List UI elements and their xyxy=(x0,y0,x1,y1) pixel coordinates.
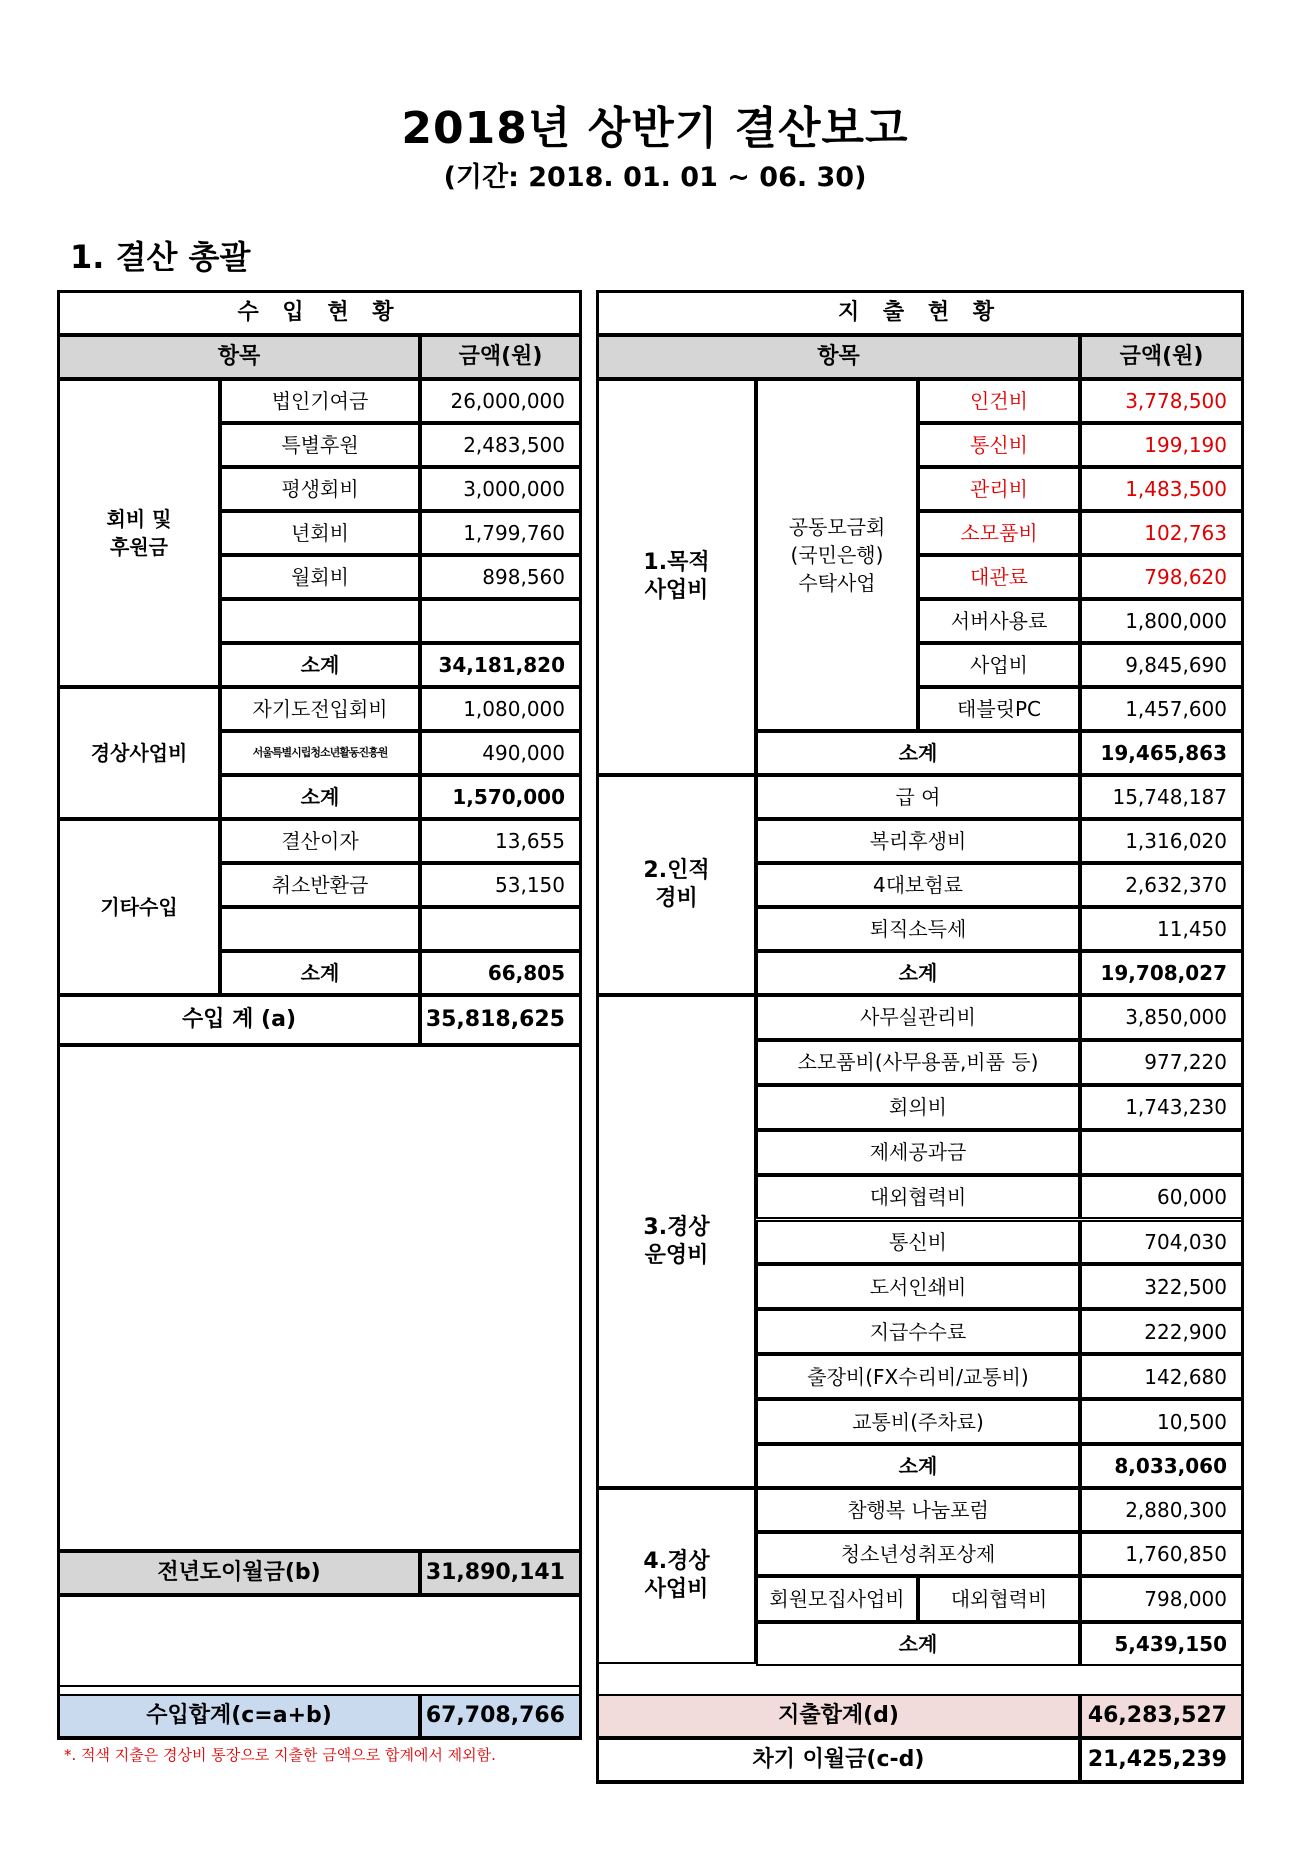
footnote: *. 적색 지출은 경상비 통장으로 지출한 금액으로 합계에서 제외함. xyxy=(64,1746,496,1764)
expense-item xyxy=(756,1399,1080,1444)
expense-item-text: 복리후생비 xyxy=(869,829,967,853)
income-item xyxy=(220,599,420,643)
expense-item-text: 급 여 xyxy=(895,785,941,809)
expense-item-text: 4대보험료 xyxy=(872,873,963,897)
expense-item xyxy=(756,1264,1080,1309)
income-amount xyxy=(420,863,581,907)
expense-amount xyxy=(1080,423,1243,467)
expense-subtotal-text: 19,465,863 xyxy=(1100,741,1227,765)
expense-item-text: 대외협력비 xyxy=(869,1185,967,1210)
expense-item xyxy=(756,1488,1080,1532)
expense-amount-text: 977,220 xyxy=(1144,1050,1227,1075)
income-item-text: 결산이자 xyxy=(281,829,359,853)
income-item xyxy=(220,555,420,599)
expense-item-text: 대관료 xyxy=(970,565,1028,589)
expense-amount-text: 1,316,020 xyxy=(1125,829,1227,853)
balance xyxy=(1080,1738,1243,1782)
expense-amount-text: 102,763 xyxy=(1144,521,1227,545)
expense-subtotal-label-text: 소계 xyxy=(898,1632,938,1656)
expense-amount xyxy=(1080,1532,1243,1576)
income-group-label xyxy=(58,687,220,819)
income-amount-text: 490,000 xyxy=(482,741,565,765)
expense-amount xyxy=(1080,1354,1243,1399)
income-total-a-text: 35,818,625 xyxy=(425,1007,565,1032)
page-title: 2018년 상반기 결산보고 xyxy=(401,103,909,154)
income-amount xyxy=(420,599,581,643)
expense-item xyxy=(756,775,1080,819)
expense-amount xyxy=(1080,1085,1243,1130)
income-item xyxy=(220,423,420,467)
expense-item xyxy=(756,907,1080,951)
income-grand xyxy=(420,1694,581,1738)
income-item-text: 취소반환금 xyxy=(271,873,369,897)
expense-total-label-text: 지출합계(d) xyxy=(778,1703,899,1728)
expense-item-text: 관리비 xyxy=(970,477,1028,501)
expense-subgroup-label xyxy=(756,379,918,731)
expense-item xyxy=(756,863,1080,907)
income-grand-text: 67,708,766 xyxy=(425,1703,565,1728)
income-subtotal-text: 1,570,000 xyxy=(452,785,565,809)
income-amount xyxy=(420,467,581,511)
expense-amount xyxy=(1080,379,1243,423)
income-col-amount-text: 금액(원) xyxy=(458,344,543,369)
income-item xyxy=(220,379,420,423)
income-carryover xyxy=(420,1551,581,1595)
expense-item-text: 통신비 xyxy=(889,1229,947,1254)
income-group-label xyxy=(58,379,220,687)
expense-item-text: 인건비 xyxy=(970,389,1028,413)
expense-amount xyxy=(1080,819,1243,863)
expense-amount xyxy=(1080,555,1243,599)
income-group-label-text: 기타수입 xyxy=(100,895,178,919)
income-item-text: 자기도전입회비 xyxy=(252,697,388,721)
income-item-text: 월회비 xyxy=(291,565,349,589)
income-amount-text: 1,799,760 xyxy=(463,521,565,545)
expense-item xyxy=(756,1085,1080,1130)
expense-amount-text: 1,457,600 xyxy=(1125,697,1227,721)
expense-group-label-text: 4.경상 사업비 xyxy=(643,1549,710,1602)
income-item xyxy=(220,467,420,511)
income-subtotal-label xyxy=(220,951,420,995)
income-item xyxy=(220,687,420,731)
expense-group-label-text: 1.목적 사업비 xyxy=(643,550,710,603)
expense-item-text: 제세공과금 xyxy=(869,1140,967,1165)
expense-subtotal-label xyxy=(756,1622,1080,1666)
balance-text: 21,425,239 xyxy=(1087,1747,1227,1772)
income-item xyxy=(220,511,420,555)
income-blank-area xyxy=(58,1045,581,1551)
income-amount-text: 26,000,000 xyxy=(450,389,565,413)
expense-subtotal xyxy=(1080,1444,1243,1488)
income-item xyxy=(220,863,420,907)
income-item-text: 평생회비 xyxy=(281,477,359,501)
expense-amount xyxy=(1080,1175,1243,1220)
expense-amount-text: 798,620 xyxy=(1144,565,1227,589)
expense-amount xyxy=(1080,1264,1243,1309)
expense-amount-text: 704,030 xyxy=(1144,1229,1227,1254)
expense-item xyxy=(918,555,1080,599)
expense-total-text: 46,283,527 xyxy=(1087,1703,1227,1728)
expense-amount-text: 142,680 xyxy=(1144,1364,1227,1389)
income-subtotal-text: 34,181,820 xyxy=(438,653,565,677)
expense-subtotal xyxy=(1080,731,1243,775)
income-amount xyxy=(420,379,581,423)
expense-item xyxy=(756,819,1080,863)
expense-item xyxy=(918,379,1080,423)
income-amount xyxy=(420,731,581,775)
expense-item-text: 회의비 xyxy=(889,1095,947,1120)
income-subtotal-text: 66,805 xyxy=(487,961,565,985)
expense-amount xyxy=(1080,1040,1243,1085)
expense-item-text: 태블릿PC xyxy=(957,697,1041,721)
income-amount-text: 3,000,000 xyxy=(463,477,565,501)
income-grand-label xyxy=(58,1694,420,1738)
income-col-amount xyxy=(420,335,581,379)
expense-subtotal-label xyxy=(756,951,1080,995)
income-item-text: 년회비 xyxy=(291,521,349,545)
income-amount-text: 898,560 xyxy=(482,565,565,589)
expense-item xyxy=(756,995,1080,1040)
expense-amount-text: 798,000 xyxy=(1144,1587,1227,1611)
income-total-a-label xyxy=(58,995,420,1045)
expense-item-text: 회원모집사업비 xyxy=(769,1587,905,1611)
expense-subtotal-label-text: 소계 xyxy=(898,741,938,765)
income-item-text: 법인기여금 xyxy=(271,389,369,413)
expense-amount xyxy=(1080,995,1243,1040)
expense-amount-text: 15,748,187 xyxy=(1112,785,1227,809)
expense-amount-text: 1,800,000 xyxy=(1125,609,1227,633)
income-carryover-label xyxy=(58,1551,420,1595)
income-subtotal xyxy=(420,951,581,995)
income-item xyxy=(220,731,420,775)
expense-item xyxy=(756,1354,1080,1399)
expense-item xyxy=(756,1532,1080,1576)
expense-item-text: 퇴직소득세 xyxy=(869,917,967,941)
income-subtotal-label-text: 소계 xyxy=(300,653,340,677)
expense-item xyxy=(756,1576,918,1622)
income-amount xyxy=(420,687,581,731)
expense-subtotal-label-text: 소계 xyxy=(898,1454,938,1478)
expense-amount-text: 322,500 xyxy=(1144,1274,1227,1299)
expense-item-text: 사업비 xyxy=(970,653,1028,677)
expense-item xyxy=(918,687,1080,731)
expense-col-amount-text: 금액(원) xyxy=(1119,344,1204,369)
expense-item-text: 소모품비 xyxy=(960,521,1038,545)
expense-amount-text: 11,450 xyxy=(1157,917,1227,941)
expense-item-text: 출장비(FX수리비/교통비) xyxy=(807,1364,1029,1389)
expense-subtotal-label xyxy=(756,1444,1080,1488)
income-amount xyxy=(420,819,581,863)
expense-amount-text: 199,190 xyxy=(1144,433,1227,457)
expense-amount-text: 10,500 xyxy=(1157,1409,1227,1434)
expense-amount-text: 1,760,850 xyxy=(1125,1542,1227,1566)
expense-subtotal-text: 19,708,027 xyxy=(1100,961,1227,985)
expense-amount-text: 9,845,690 xyxy=(1125,653,1227,677)
income-amount-text: 53,150 xyxy=(495,873,565,897)
income-item-text: 서울특별시립청소년활동진흥원 xyxy=(252,746,388,759)
expense-item xyxy=(756,1040,1080,1085)
income-subtotal xyxy=(420,775,581,819)
expense-amount-text: 2,632,370 xyxy=(1125,873,1227,897)
income-amount-text: 1,080,000 xyxy=(463,697,565,721)
expense-amount-text: 1,743,230 xyxy=(1125,1095,1227,1120)
income-group-label-text: 경상사업비 xyxy=(90,741,188,765)
expense-item-text: 교통비(주차료) xyxy=(852,1409,984,1434)
income-grand-label-text: 수입합계(c=a+b) xyxy=(146,1703,332,1728)
income-header-text: 수 입 현 황 xyxy=(237,300,402,325)
expense-header-text: 지 출 현 황 xyxy=(838,300,1002,325)
expense-group-label-text: 2.인적 경비 xyxy=(643,858,710,911)
income-subtotal-label-text: 소계 xyxy=(300,785,340,809)
expense-subtotal xyxy=(1080,1622,1243,1666)
income-amount-text: 13,655 xyxy=(495,829,565,853)
expense-amount-text: 2,880,300 xyxy=(1125,1498,1227,1522)
expense-header xyxy=(597,291,1243,335)
expense-amount xyxy=(1080,1576,1243,1622)
expense-subtotal xyxy=(1080,951,1243,995)
income-blank-area-2 xyxy=(58,1595,581,1687)
income-item xyxy=(220,907,420,951)
expense-amount xyxy=(1080,1130,1243,1175)
income-amount xyxy=(420,511,581,555)
income-amount xyxy=(420,423,581,467)
expense-item xyxy=(756,1220,1080,1265)
expense-col-item xyxy=(597,335,1080,379)
income-group-label xyxy=(58,819,220,995)
section-heading: 1. 결산 총괄 xyxy=(70,238,251,276)
expense-amount-text: 3,778,500 xyxy=(1125,389,1227,413)
income-carryover-text: 31,890,141 xyxy=(425,1560,565,1585)
expense-subtotal-label-text: 소계 xyxy=(898,961,938,985)
expense-item xyxy=(918,599,1080,643)
expense-item-text: 도서인쇄비 xyxy=(869,1274,967,1299)
expense-col-item-text: 항목 xyxy=(817,344,860,369)
expense-amount xyxy=(1080,467,1243,511)
income-amount xyxy=(420,555,581,599)
expense-item-text: 지급수수료 xyxy=(869,1319,967,1344)
expense-item xyxy=(918,467,1080,511)
expense-group-label xyxy=(597,379,756,775)
income-subtotal-label-text: 소계 xyxy=(300,961,340,985)
expense-subtotal-text: 8,033,060 xyxy=(1114,1454,1227,1478)
expense-item-text: 서버사용료 xyxy=(950,609,1048,633)
expense-item-text: 사무실관리비 xyxy=(860,1005,976,1030)
income-amount xyxy=(420,907,581,951)
expense-item xyxy=(918,1576,1080,1622)
expense-col-amount xyxy=(1080,335,1243,379)
expense-amount-text: 60,000 xyxy=(1157,1185,1227,1210)
expense-total-label xyxy=(597,1694,1080,1738)
expense-amount xyxy=(1080,863,1243,907)
expense-subtotal-text: 5,439,150 xyxy=(1114,1632,1227,1656)
income-total-a xyxy=(420,995,581,1045)
income-item xyxy=(220,819,420,863)
expense-item xyxy=(756,1309,1080,1354)
income-amount-text: 2,483,500 xyxy=(463,433,565,457)
income-total-a-label-text: 수입 계 (a) xyxy=(181,1007,297,1032)
income-subtotal xyxy=(420,643,581,687)
expense-item xyxy=(918,643,1080,687)
income-subtotal-label xyxy=(220,643,420,687)
expense-amount-text: 3,850,000 xyxy=(1125,1005,1227,1030)
expense-item-text: 청소년성취포상제 xyxy=(840,1542,996,1566)
expense-subgroup-label-text: 공동모금회 (국민은행) 수탁사업 xyxy=(788,515,886,595)
expense-amount xyxy=(1080,687,1243,731)
balance-label xyxy=(597,1738,1080,1782)
balance-label-text: 차기 이월금(c-d) xyxy=(752,1747,925,1772)
expense-item xyxy=(918,423,1080,467)
expense-amount xyxy=(1080,1220,1243,1265)
expense-amount-text: 1,483,500 xyxy=(1125,477,1227,501)
expense-amount xyxy=(1080,511,1243,555)
expense-group-label xyxy=(597,775,756,995)
expense-group-label xyxy=(597,995,756,1488)
expense-item xyxy=(918,511,1080,555)
expense-amount xyxy=(1080,599,1243,643)
income-col-item xyxy=(58,335,420,379)
expense-amount xyxy=(1080,775,1243,819)
income-group-label-text: 회비 및 후원금 xyxy=(106,507,172,559)
expense-item-text: 소모품비(사무용품,비품 등) xyxy=(797,1050,1039,1075)
report-period: (기간: 2018. 01. 01 ~ 06. 30) xyxy=(443,162,867,193)
expense-amount xyxy=(1080,1309,1243,1354)
income-col-item-text: 항목 xyxy=(217,344,261,369)
expense-total xyxy=(1080,1694,1243,1738)
expense-amount xyxy=(1080,643,1243,687)
expense-item-text: 통신비 xyxy=(970,433,1028,457)
expense-item xyxy=(756,1175,1080,1220)
expense-item xyxy=(756,1130,1080,1175)
income-header xyxy=(58,291,581,335)
expense-group-label-text: 3.경상 운영비 xyxy=(643,1214,710,1268)
income-carryover-label-text: 전년도이월금(b) xyxy=(157,1560,321,1585)
expense-amount xyxy=(1080,907,1243,951)
expense-subtotal-label xyxy=(756,731,1080,775)
expense-item-text: 참행복 나눔포럼 xyxy=(847,1498,989,1522)
income-subtotal-label xyxy=(220,775,420,819)
expense-group-label xyxy=(597,1488,756,1664)
income-item-text: 특별후원 xyxy=(281,433,359,457)
expense-amount xyxy=(1080,1399,1243,1444)
expense-item-text: 대외협력비 xyxy=(950,1587,1048,1611)
expense-amount xyxy=(1080,1488,1243,1532)
expense-amount-text: 222,900 xyxy=(1144,1319,1227,1344)
